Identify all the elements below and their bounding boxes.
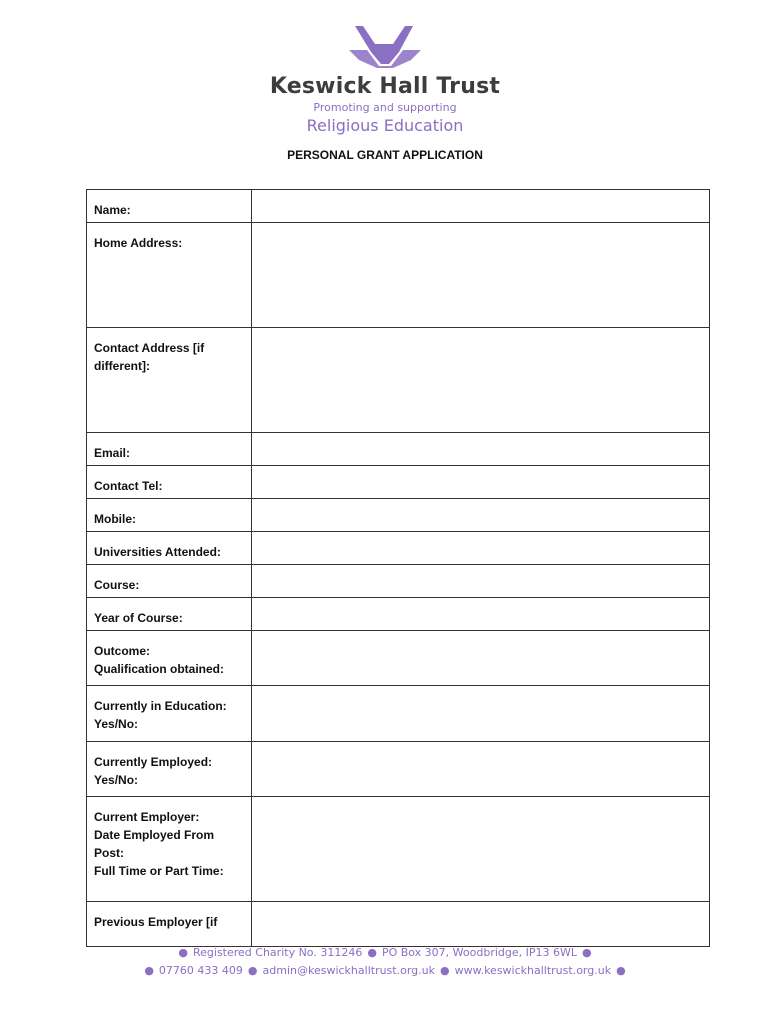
field-label: Post: <box>94 846 124 860</box>
field-label: Yes/No: <box>94 773 139 787</box>
field-label: Name: <box>94 203 131 217</box>
k-ribbon-logo-icon <box>345 22 425 70</box>
form-row <box>87 902 710 947</box>
field-label: Currently in Education: <box>94 699 227 713</box>
form-row <box>87 598 710 631</box>
field-label: Course: <box>94 578 140 592</box>
bullet-icon: ● <box>178 946 188 959</box>
bullet-icon: ● <box>616 964 626 977</box>
field-label-cell <box>87 631 252 686</box>
field-input-cell[interactable] <box>252 742 710 797</box>
form-row <box>87 686 710 742</box>
form-row <box>87 433 710 466</box>
footer-item: Registered Charity No. 311246 <box>192 946 363 959</box>
document-title: PERSONAL GRANT APPLICATION <box>287 148 483 162</box>
field-input-cell[interactable] <box>252 565 710 598</box>
bullet-icon: ● <box>439 964 450 977</box>
field-label-cell <box>87 223 252 328</box>
field-label: Currently Employed: <box>94 755 213 769</box>
field-label-cell <box>87 499 252 532</box>
field-label-cell <box>87 565 252 598</box>
brand-tagline-2: Religious Education <box>306 116 464 135</box>
field-label-cell <box>87 742 252 797</box>
field-input-cell[interactable] <box>252 686 710 742</box>
form-row <box>87 328 710 433</box>
field-input-cell[interactable] <box>252 190 710 223</box>
footer-line-2 <box>0 962 770 980</box>
field-label-cell <box>87 532 252 565</box>
form-row <box>87 532 710 565</box>
bullet-icon: ● <box>582 946 592 959</box>
field-input-cell[interactable] <box>252 532 710 565</box>
field-label: Year of Course: <box>94 611 183 625</box>
form-row <box>87 797 710 902</box>
field-input-cell[interactable] <box>252 328 710 433</box>
form-row <box>87 742 710 797</box>
form-row <box>87 499 710 532</box>
logo-block <box>0 22 770 135</box>
field-label: Current Employer: <box>94 810 200 824</box>
footer-item: 07760 433 409 <box>158 964 243 977</box>
field-input-cell[interactable] <box>252 631 710 686</box>
field-label: Outcome: <box>94 644 151 658</box>
field-label-cell <box>87 902 252 947</box>
field-label-cell <box>87 686 252 742</box>
form-row <box>87 631 710 686</box>
field-label: Full Time or Part Time: <box>94 864 224 878</box>
field-label: Universities Attended: <box>94 545 221 559</box>
form-row <box>87 466 710 499</box>
brand-name: Keswick Hall Trust <box>269 74 501 99</box>
field-label: Yes/No: <box>94 717 139 731</box>
field-label: Qualification obtained: <box>94 662 225 676</box>
field-label-cell <box>87 433 252 466</box>
field-label: Email: <box>94 446 131 460</box>
bullet-icon: ● <box>247 964 258 977</box>
form-row <box>87 565 710 598</box>
form-row <box>87 223 710 328</box>
field-input-cell[interactable] <box>252 902 710 947</box>
form-row <box>87 190 710 223</box>
field-input-cell[interactable] <box>252 598 710 631</box>
footer-item[interactable]: www.keswickhalltrust.org.uk <box>454 964 612 977</box>
field-label: Contact Tel: <box>94 479 163 493</box>
application-form-table <box>86 189 710 947</box>
field-input-cell[interactable] <box>252 499 710 532</box>
field-label: Mobile: <box>94 512 136 526</box>
field-label: Home Address: <box>94 236 183 250</box>
footer-item[interactable]: admin@keswickhalltrust.org.uk <box>262 964 435 977</box>
brand-tagline: Promoting and supporting <box>313 101 457 114</box>
field-label-cell <box>87 466 252 499</box>
field-label: Previous Employer [if <box>94 915 218 929</box>
field-input-cell[interactable] <box>252 797 710 902</box>
field-label-cell <box>87 190 252 223</box>
field-input-cell[interactable] <box>252 433 710 466</box>
footer <box>0 944 770 980</box>
footer-item: PO Box 307, Woodbridge, IP13 6WL <box>381 946 577 959</box>
field-label: Contact Address [if <box>94 341 205 355</box>
field-input-cell[interactable] <box>252 466 710 499</box>
field-input-cell[interactable] <box>252 223 710 328</box>
bullet-icon: ● <box>367 946 377 959</box>
field-label-cell <box>87 797 252 902</box>
bullet-icon: ● <box>144 964 154 977</box>
field-label: different]: <box>94 359 150 373</box>
field-label-cell <box>87 328 252 433</box>
field-label-cell <box>87 598 252 631</box>
footer-line-1 <box>0 944 770 962</box>
field-label: Date Employed From <box>94 828 215 842</box>
